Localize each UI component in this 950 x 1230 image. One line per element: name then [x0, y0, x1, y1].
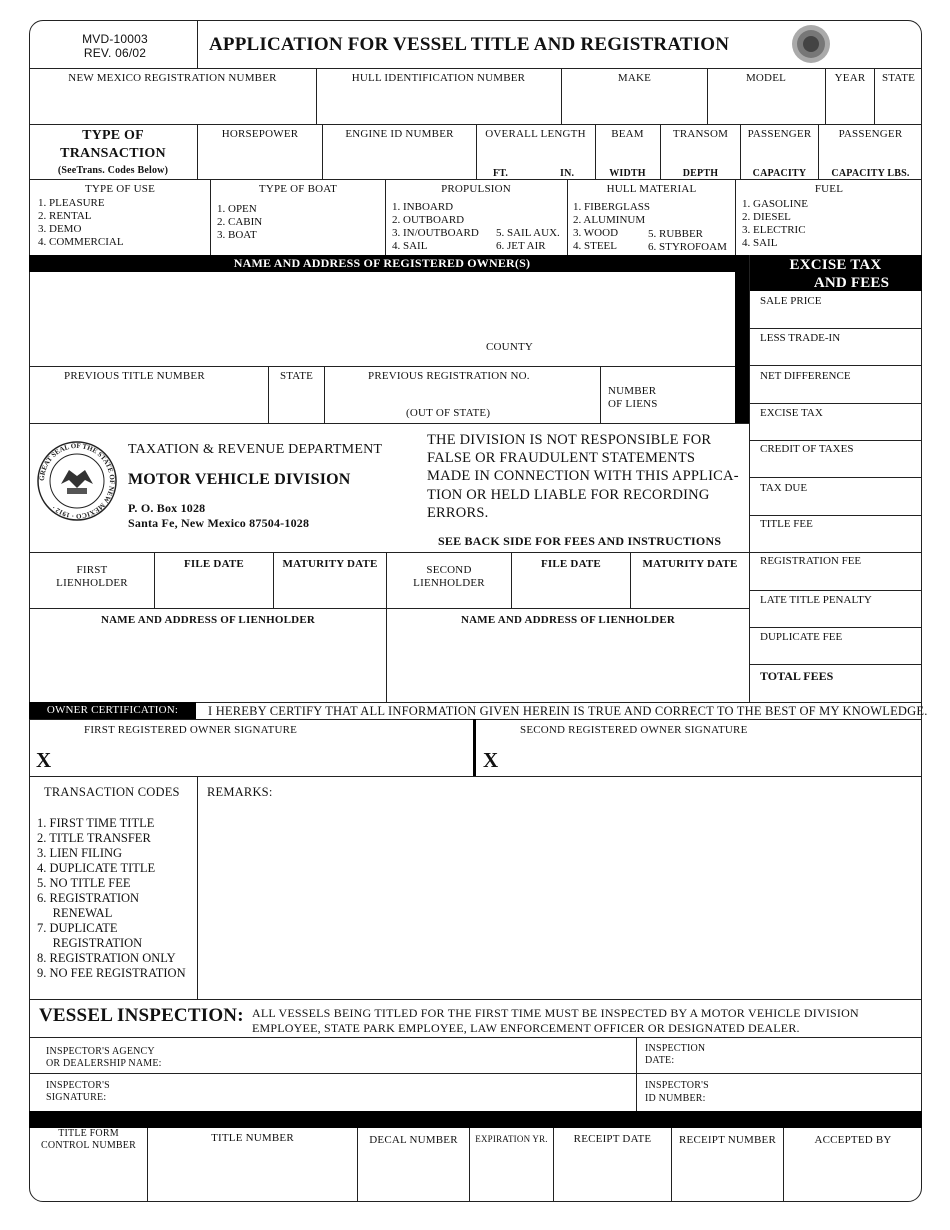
make-label: MAKE — [617, 72, 652, 84]
hull-material-option: 4. STEEL — [573, 240, 617, 252]
transaction-code-item: 8. REGISTRATION ONLY — [37, 951, 176, 965]
credit-of-taxes-label: CREDIT OF TAXES — [760, 443, 854, 455]
inspection-date-label-2: DATE: — [645, 1055, 675, 1066]
transaction-code-item: 1. FIRST TIME TITLE — [37, 816, 155, 830]
owner-certification-label: OWNER CERTIFICATION: — [46, 704, 179, 716]
transaction-code-item: 9. NO FEE REGISTRATION — [37, 966, 186, 980]
excise-heading-line2: AND FEES — [813, 275, 890, 291]
state-seal-icon — [790, 24, 832, 64]
out-of-state-label: (OUT OF STATE) — [406, 407, 491, 419]
title-number-label: TITLE NUMBER — [211, 1132, 294, 1144]
propulsion-option: 6. JET AIR — [496, 240, 546, 252]
type-of-boat-option: 1. OPEN — [217, 203, 257, 215]
transaction-code-item: 3. LIEN FILING — [37, 846, 123, 860]
excise-heading-line1: EXCISE TAX — [789, 257, 882, 273]
inspector-id-label-2: ID NUMBER: — [645, 1093, 706, 1104]
fuel-option: 2. DIESEL — [742, 211, 791, 223]
capacity-lbs-label: CAPACITY LBS. — [831, 168, 910, 179]
inspector-agency-label-1: INSPECTOR'S AGENCY — [46, 1046, 155, 1057]
type-of-use-option: 1. PLEASURE — [38, 197, 105, 209]
po-box-label: P. O. Box 1028 — [128, 501, 206, 515]
owner-heading: NAME AND ADDRESS OF REGISTERED OWNER(S) — [233, 256, 531, 270]
type-of-boat-option: 2. CABIN — [217, 216, 263, 228]
see-trans-codes-label: (SeeTrans. Codes Below) — [57, 165, 169, 176]
transaction-label: TRANSACTION — [60, 146, 166, 161]
model-label: MODEL — [745, 72, 787, 84]
second-lienholder-label-2: LIENHOLDER — [413, 577, 485, 589]
hull-id-label: HULL IDENTIFICATION NUMBER — [351, 72, 526, 84]
nm-registration-number-label: NEW MEXICO REGISTRATION NUMBER — [68, 72, 277, 84]
fuel-title: FUEL — [814, 183, 844, 195]
inspector-id-label-1: INSPECTOR'S — [645, 1080, 709, 1091]
second-lienholder-address-label: NAME AND ADDRESS OF LIENHOLDER — [460, 614, 675, 626]
overall-length-label: OVERALL LENGTH — [485, 128, 586, 140]
disclaimer-line-2: FALSE OR FRAUDULENT STATEMENTS — [427, 450, 696, 466]
number-of-liens-label-1: NUMBER — [608, 385, 657, 397]
excise-tax-label: EXCISE TAX — [760, 407, 823, 419]
net-difference-label: NET DIFFERENCE — [760, 370, 851, 382]
county-label: COUNTY — [486, 341, 534, 353]
second-owner-signature-label: SECOND REGISTERED OWNER SIGNATURE — [520, 724, 748, 736]
passenger-capacity-lbs-label: PASSENGER — [838, 128, 903, 140]
capacity-label: CAPACITY — [752, 168, 807, 179]
transaction-code-item: 2. TITLE TRANSFER — [37, 831, 151, 845]
decal-number-label: DECAL NUMBER — [369, 1134, 458, 1146]
transaction-code-item: RENEWAL — [37, 906, 113, 920]
accepted-by-label: ACCEPTED BY — [814, 1134, 892, 1146]
first-file-date-label: FILE DATE — [184, 558, 244, 570]
type-of-use-option: 3. DEMO — [38, 223, 82, 235]
inspector-signature-label-2: SIGNATURE: — [46, 1092, 107, 1103]
sale-price-label: SALE PRICE — [760, 295, 822, 307]
ft-label: FT. — [493, 168, 509, 179]
tax-due-label: TAX DUE — [760, 482, 808, 494]
type-of-boat-list — [217, 203, 262, 242]
inspector-agency-label-2: OR DEALERSHIP NAME: — [46, 1058, 162, 1069]
signature-divider — [473, 719, 476, 776]
type-of-label: TYPE OF — [82, 128, 144, 143]
propulsion-option: 1. INBOARD — [392, 201, 454, 213]
propulsion-option: 3. IN/OUTBOARD — [392, 227, 479, 239]
type-of-use-title: TYPE OF USE — [84, 183, 156, 195]
fuel-option: 4. SAIL — [742, 237, 778, 249]
hull-material-option: 5. RUBBER — [648, 228, 704, 240]
transaction-codes-title: TRANSACTION CODES — [44, 785, 180, 799]
disclaimer-line-4: TION OR HELD LIABLE FOR RECORDING — [427, 487, 710, 503]
total-fees-label: TOTAL FEES — [760, 669, 834, 683]
propulsion-list-right — [496, 227, 560, 253]
see-back-side-label: SEE BACK SIDE FOR FEES AND INSTRUCTIONS — [438, 534, 722, 548]
office-use-bar — [29, 1111, 922, 1128]
form-title: APPLICATION FOR VESSEL TITLE AND REGISTRATION — [209, 34, 730, 55]
type-of-boat-title: TYPE OF BOAT — [258, 183, 338, 195]
receipt-date-label: RECEIPT DATE — [573, 1133, 652, 1145]
certification-statement: I HEREBY CERTIFY THAT ALL INFORMATION GIVEN HEREIN IS TRUE AND CORRECT TO THE BEST OF MY KNOWLEDGE. — [208, 704, 928, 718]
title-form-control-label-2: CONTROL NUMBER — [41, 1140, 136, 1151]
expiration-year-label: EXPIRATION YR. — [475, 1134, 548, 1144]
mvd-label: MOTOR VEHICLE DIVISION — [128, 471, 351, 488]
type-of-boat-option: 3. BOAT — [217, 229, 257, 241]
hull-material-option: 3. WOOD — [573, 227, 619, 239]
depth-label: DEPTH — [682, 168, 719, 179]
hull-material-option: 2. ALUMINUM — [573, 214, 646, 226]
transaction-code-item: 6. REGISTRATION — [37, 891, 140, 905]
second-signature-x: X — [483, 748, 499, 772]
year-label: YEAR — [834, 72, 866, 84]
fuel-option: 1. GASOLINE — [742, 198, 808, 210]
seal-text: GREAT SEAL OF THE STATE OF NEW MEXICO · 1912 · — [37, 441, 117, 521]
form-number: MVD-10003 — [82, 32, 148, 46]
engine-id-label: ENGINE ID NUMBER — [345, 128, 454, 140]
disclaimer-line-5: ERRORS. — [427, 505, 489, 521]
transaction-code-item: 4. DUPLICATE TITLE — [37, 861, 156, 875]
in-label: IN. — [560, 168, 575, 179]
first-lienholder-address-label: NAME AND ADDRESS OF LIENHOLDER — [100, 614, 315, 626]
state-label: STATE — [881, 72, 916, 84]
hull-material-list-left — [573, 201, 650, 253]
fuel-option: 3. ELECTRIC — [742, 224, 806, 236]
propulsion-list-left — [392, 201, 479, 253]
city-label: Santa Fe, New Mexico 87504-1028 — [128, 516, 310, 530]
first-signature-x: X — [36, 748, 52, 772]
duplicate-fee-label: DUPLICATE FEE — [760, 631, 843, 643]
excise-divider-bar — [735, 255, 749, 423]
great-seal-icon — [36, 440, 118, 522]
second-file-date-label: FILE DATE — [541, 558, 601, 570]
previous-title-number-label: PREVIOUS TITLE NUMBER — [64, 370, 205, 382]
remarks-label: REMARKS: — [207, 785, 273, 799]
hull-material-option: 6. STYROFOAM — [648, 241, 727, 253]
second-maturity-date-label: MATURITY DATE — [642, 558, 738, 570]
number-of-liens-label-2: OF LIENS — [608, 398, 658, 410]
previous-registration-label: PREVIOUS REGISTRATION NO. — [368, 370, 530, 382]
first-maturity-date-label: MATURITY DATE — [282, 558, 378, 570]
late-title-penalty-label: LATE TITLE PENALTY — [760, 594, 872, 606]
first-owner-signature-label: FIRST REGISTERED OWNER SIGNATURE — [84, 724, 298, 736]
width-label: WIDTH — [609, 168, 646, 179]
previous-state-label: STATE — [279, 370, 314, 382]
propulsion-title: PROPULSION — [441, 183, 511, 195]
propulsion-option: 5. SAIL AUX. — [496, 227, 560, 239]
passenger-capacity-label: PASSENGER — [747, 128, 812, 140]
beam-label: BEAM — [611, 128, 644, 140]
inspection-notice-line-1: ALL VESSELS BEING TITLED FOR THE FIRST TIME MUST BE INSPECTED BY A MOTOR VEHICLE DIVISION — [252, 1006, 859, 1020]
type-of-use-list — [38, 197, 124, 249]
less-trade-in-label: LESS TRADE-IN — [760, 332, 841, 344]
transaction-code-item: REGISTRATION — [37, 936, 143, 950]
hull-material-title: HULL MATERIAL — [606, 183, 697, 195]
inspection-notice-line-2: EMPLOYEE, STATE PARK EMPLOYEE, LAW ENFORCEMENT OFFICER OR DESIGNATED DEALER. — [252, 1021, 800, 1035]
propulsion-option: 4. SAIL — [392, 240, 428, 252]
title-form-control-label-1: TITLE FORM — [58, 1128, 119, 1139]
form-revision: REV. 06/02 — [83, 46, 147, 60]
inspector-signature-label-1: INSPECTOR'S — [46, 1080, 110, 1091]
transom-label: TRANSOM — [672, 128, 729, 140]
first-lienholder-label-2: LIENHOLDER — [56, 577, 128, 589]
receipt-number-label: RECEIPT NUMBER — [678, 1134, 777, 1146]
transaction-code-item: 5. NO TITLE FEE — [37, 876, 131, 890]
propulsion-option: 2. OUTBOARD — [392, 214, 465, 226]
registration-fee-label: REGISTRATION FEE — [760, 555, 862, 567]
title-fee-label: TITLE FEE — [760, 518, 813, 530]
horsepower-label: HORSEPOWER — [221, 128, 299, 140]
disclaimer-line-3: MADE IN CONNECTION WITH THIS APPLICA- — [427, 468, 739, 484]
second-lienholder-label-1: SECOND — [426, 564, 472, 576]
first-lienholder-label-1: FIRST — [76, 564, 108, 576]
transaction-codes-list — [37, 816, 186, 981]
type-of-use-option: 2. RENTAL — [38, 210, 92, 222]
transaction-code-item: 7. DUPLICATE — [37, 921, 118, 935]
type-of-use-option: 4. COMMERCIAL — [38, 236, 124, 248]
hull-material-list-right — [648, 228, 727, 254]
vessel-inspection-title: VESSEL INSPECTION: — [39, 1005, 244, 1026]
taxation-dept-label: TAXATION & REVENUE DEPARTMENT — [128, 442, 383, 457]
hull-material-option: 1. FIBERGLASS — [573, 201, 651, 213]
disclaimer-line-1: THE DIVISION IS NOT RESPONSIBLE FOR — [427, 432, 712, 448]
inspection-date-label-1: INSPECTION — [645, 1043, 706, 1054]
fuel-list — [742, 198, 808, 250]
